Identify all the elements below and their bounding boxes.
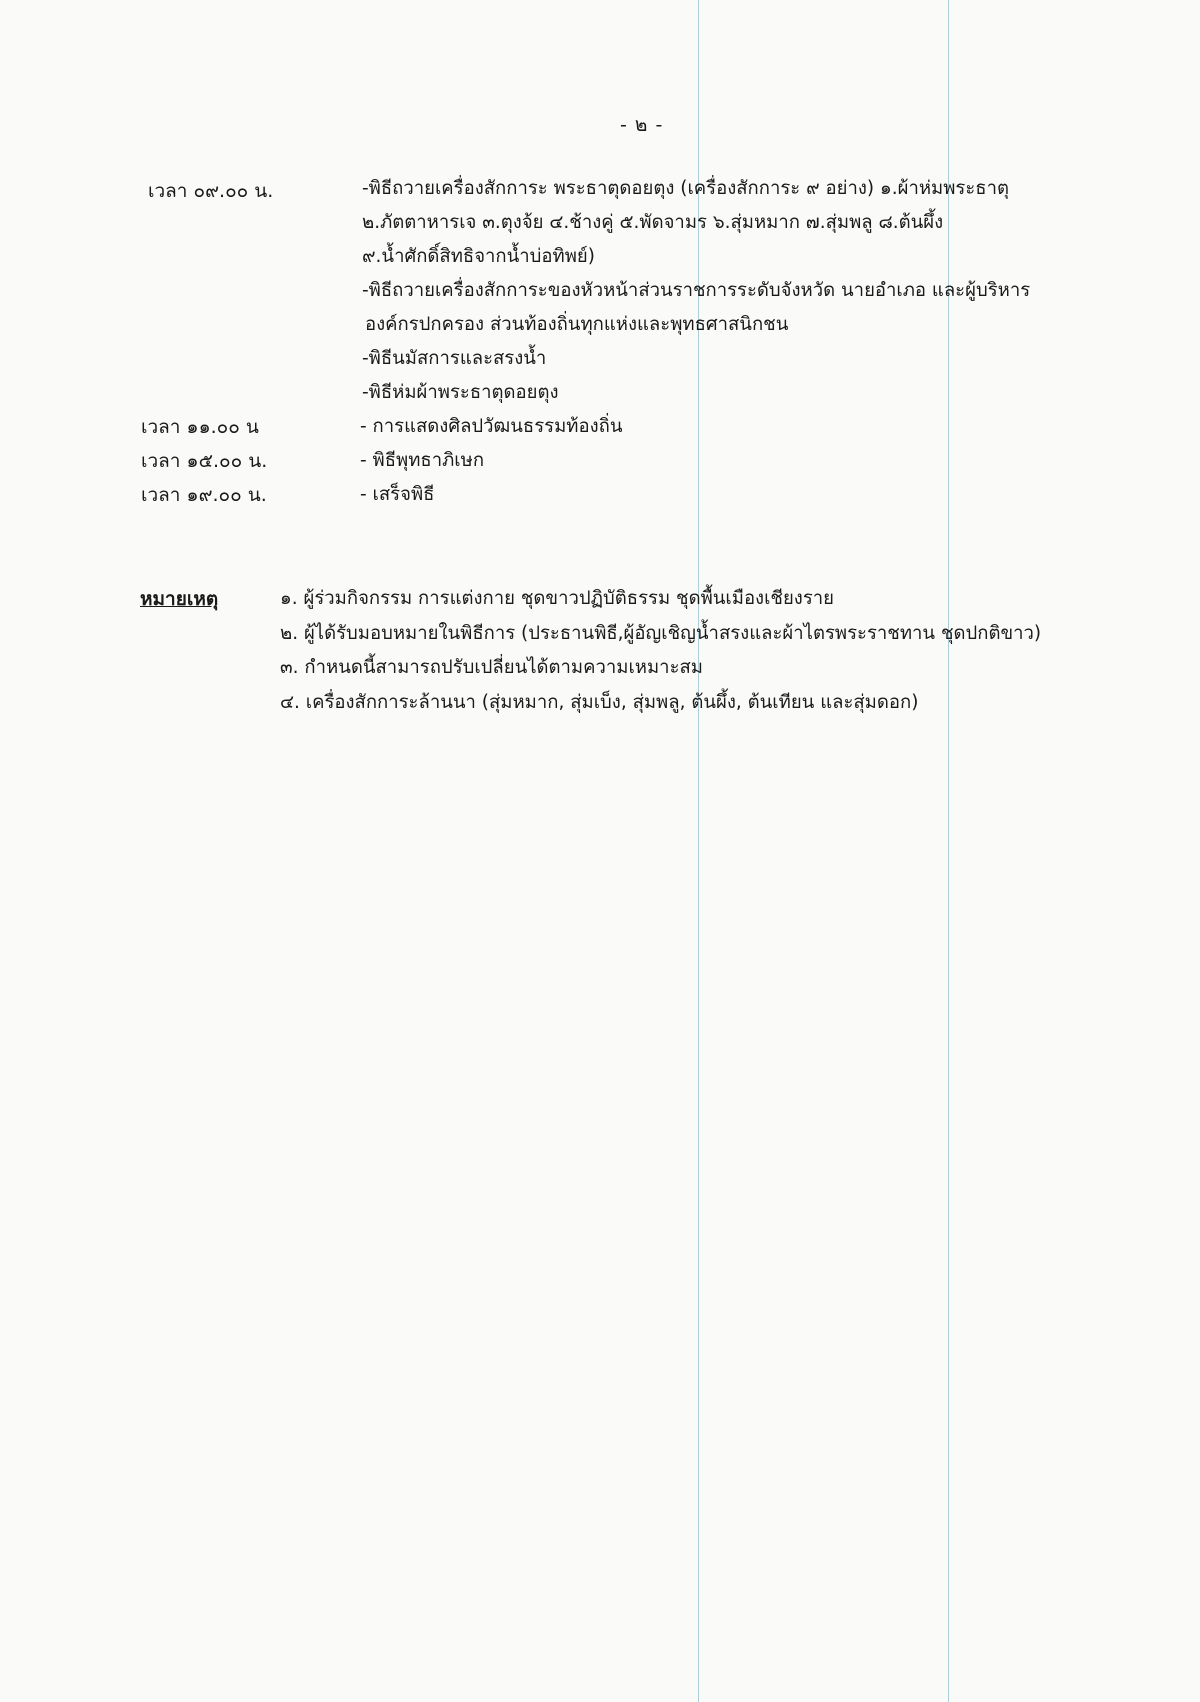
schedule <box>0 172 1200 512</box>
activity-line: องค์กรปกครอง ส่วนท้องถิ่นทุกแห่งและพุทธศาสนิกชน <box>365 314 789 335</box>
activity-line: -พิธีห่มผ้าพระธาตุดอยตุง <box>362 382 559 403</box>
schedule-entry <box>0 172 1200 410</box>
activity-line: ๙.น้ำศักดิ์สิทธิจากน้ำบ่อทิพย์) <box>362 246 595 267</box>
activity-line: -พิธีถวายเครื่องสักการะ พระธาตุดอยตุง (เครื่องสักการะ ๙ อย่าง) ๑.ผ้าห่มพระธาตุ <box>362 178 1009 199</box>
activity-line: ๒.ภัตตาหารเจ ๓.ตุงจ้ย ๔.ช้างคู่ ๕.พัดจามร ๖.สุ่มหมาก ๗.สุ่มพลู ๘.ต้นผึ้ง <box>362 212 944 233</box>
schedule-time: เวลา ๑๑.๐๐ น <box>141 416 259 438</box>
schedule-activities <box>360 410 1100 444</box>
activity-line: -พิธีนมัสการและสรงน้ำ <box>362 348 547 369</box>
schedule-entry <box>0 410 1200 444</box>
note-item: ๒. ผู้ได้รับมอบหมายในพิธีการ (ประธานพิธี,ผู้อัญเชิญน้ำสรงและผ้าไตรพระราชทาน ชุดปกติขาว) <box>280 622 1042 644</box>
notes-section <box>0 582 1200 720</box>
activity-line: - พิธีพุทธาภิเษก <box>360 450 485 471</box>
notes-list <box>280 582 1120 720</box>
schedule-activities <box>362 172 1102 410</box>
schedule-time: เวลา ๑๙.๐๐ น. <box>141 484 267 506</box>
schedule-entry <box>0 444 1200 478</box>
activity-line: - การแสดงศิลปวัฒนธรรมท้องถิ่น <box>360 416 623 437</box>
page-number: - ๒ - <box>620 114 664 136</box>
note-item: ๔. เครื่องสักการะล้านนา (สุ่มหมาก, สุ่มเบ็ง, สุ่มพลู, ต้นผึ้ง, ต้นเทียน และสุ่มดอก) <box>280 691 919 713</box>
schedule-activities <box>360 478 1100 512</box>
schedule-entry <box>0 478 1200 512</box>
activity-line: - เสร็จพิธี <box>360 484 435 505</box>
notes-label: หมายเหตุ <box>140 588 219 610</box>
schedule-activities <box>360 444 1100 478</box>
activity-line: -พิธีถวายเครื่องสักการะของหัวหน้าส่วนราชการระดับจังหวัด นายอำเภอ และผู้บริหาร <box>362 280 1031 301</box>
note-item: ๓. กำหนดนี้สามารถปรับเปลี่ยนได้ตามความเหมาะสม <box>280 657 703 678</box>
schedule-time: เวลา ๑๕.๐๐ น. <box>141 450 268 472</box>
schedule-time: เวลา ๐๙.๐๐ น. <box>148 180 274 202</box>
note-item: ๑. ผู้ร่วมกิจกรรม การแต่งกาย ชุดขาวปฏิบัติธรรม ชุดพื้นเมืองเชียงราย <box>280 588 835 609</box>
